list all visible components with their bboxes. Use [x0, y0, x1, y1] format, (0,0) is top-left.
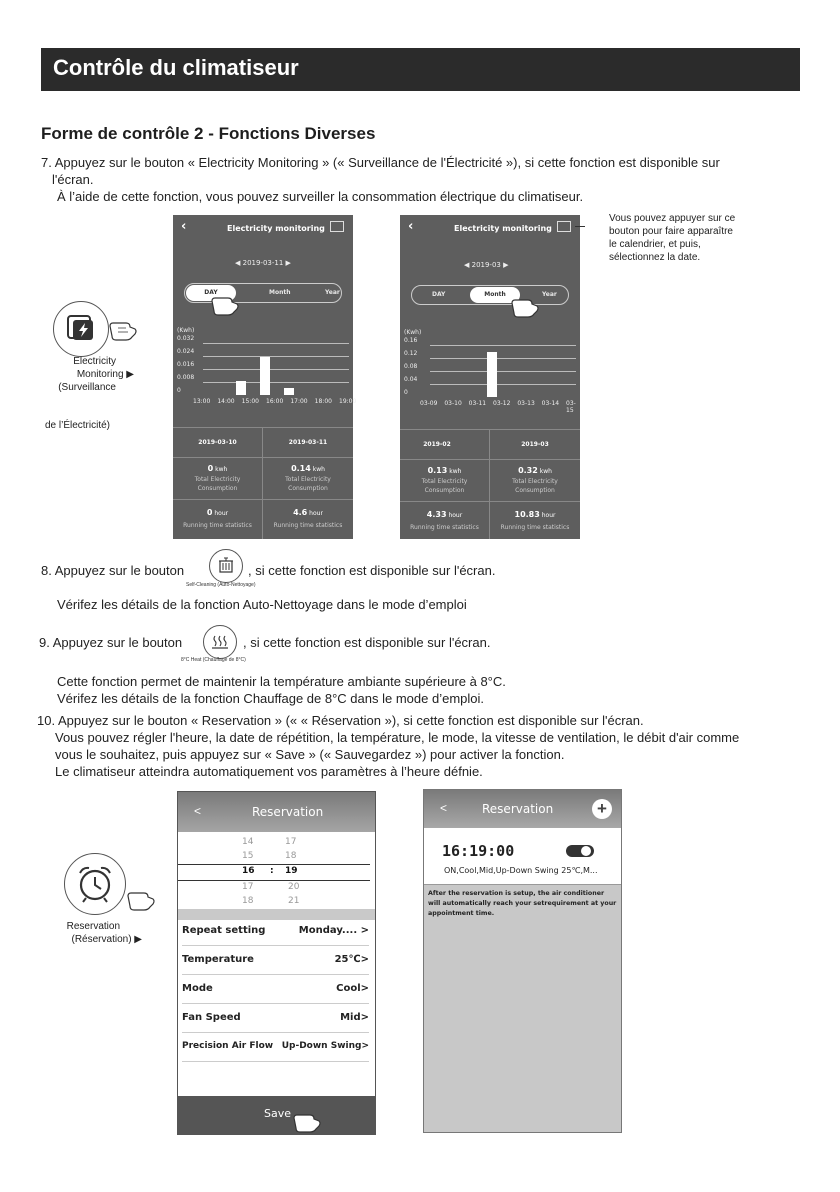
save-button[interactable]: [178, 1096, 375, 1134]
col1-energy: 0: [207, 464, 214, 473]
chart-bar: [487, 352, 497, 398]
col2-time: 10.83: [514, 510, 540, 519]
y-tick-label: 0.032: [177, 335, 195, 342]
energy-unit: kwh: [215, 466, 228, 473]
tab-day[interactable]: DAY: [186, 285, 236, 301]
add-reservation-button[interactable]: +: [592, 799, 612, 819]
screen-title: Electricity monitoring: [227, 224, 325, 233]
reservation-header: [424, 790, 621, 828]
col1-energy: 0.13: [427, 466, 448, 475]
row-label: Temperature: [182, 954, 254, 965]
item9-text-a: 9. Appuyez sur le bouton: [39, 635, 183, 650]
gridline: [430, 358, 576, 359]
col1-date: 2019-03-10: [198, 439, 237, 446]
tab-year[interactable]: Year: [325, 289, 340, 296]
row-value: Up-Down Swing>: [281, 1041, 369, 1051]
energy-label1: Total Electricity: [421, 478, 468, 485]
row-label: Repeat setting: [182, 925, 266, 936]
time-wheel[interactable]: [178, 832, 375, 912]
electricity-caption-1: Electricity: [73, 356, 116, 367]
row-value: Mid>: [340, 1012, 369, 1023]
y-axis-unit: (Kwh): [404, 329, 422, 336]
y-tick-label: 0: [177, 387, 181, 394]
x-tick-label: 17:00: [290, 398, 308, 405]
gridline: [203, 382, 349, 383]
callout-line: Vous pouvez appuyer sur ce: [609, 213, 736, 224]
gridline: [203, 356, 349, 357]
energy-label1: Total Electricity: [194, 476, 241, 483]
period-toggle[interactable]: [411, 285, 569, 305]
electricity-caption-4: de l’Électricité): [44, 420, 110, 431]
row-value: Monday.... >: [298, 925, 369, 936]
x-tick-label: 03-15: [566, 400, 576, 414]
reservation-title: Reservation: [252, 805, 324, 819]
item7-line2: l'écran.: [52, 172, 94, 187]
hand-pointer-icon: [510, 297, 540, 317]
x-tick-label: 03-09: [420, 400, 438, 407]
chart-bar: [260, 357, 270, 395]
y-tick-label: 0.008: [177, 374, 195, 381]
screen-title: Electricity monitoring: [454, 224, 552, 233]
y-tick-label: 0.12: [404, 350, 418, 357]
y-tick-label: 0.08: [404, 363, 418, 370]
back-icon[interactable]: ‹: [181, 219, 187, 234]
reservation-summary: ON,Cool,Mid,Up-Down Swing 25℃,M...: [444, 866, 598, 875]
x-tick-label: 16:00: [266, 398, 284, 405]
tab-day[interactable]: DAY: [432, 291, 446, 298]
energy-label2: Consumption: [197, 485, 238, 492]
reservation-note: [428, 889, 616, 919]
energy-label2: Consumption: [515, 487, 555, 494]
screen-header: [400, 215, 580, 243]
item9-detail2: Vérifez les détails de la fonction Chauffage de 8°C dans le mode d’emploi.: [57, 691, 484, 706]
section-title: Forme de contrôle 2 - Fonctions Diverses: [41, 124, 376, 143]
item9-text-b: , si cette fonction est disponible sur l'écran.: [243, 635, 491, 650]
x-tick-label: 03-12: [493, 400, 511, 407]
row-label: Fan Speed: [182, 1012, 241, 1023]
tab-year[interactable]: Year: [542, 291, 557, 298]
y-tick-label: 0.04: [404, 376, 418, 383]
note-line: appointment time.: [428, 910, 495, 917]
callout-line: le calendrier, et puis,: [609, 239, 701, 250]
item10-line3: vous le souhaitez, puis appuyez sur « Save » (« Sauvegardez ») pour activer la fonction.: [55, 747, 565, 762]
back-icon[interactable]: <: [194, 804, 202, 818]
fan-speed-row[interactable]: [182, 1003, 369, 1033]
hour-option[interactable]: 15: [242, 851, 254, 861]
energy-label2: Consumption: [288, 485, 328, 492]
callout-line: bouton pour faire apparaître: [609, 226, 733, 237]
time-unit: hour: [214, 510, 229, 517]
electricity-caption-2: Monitoring ▶: [76, 369, 134, 380]
page-title: Contrôle du climatiseur: [53, 55, 299, 80]
x-tick-label: 15:00: [241, 398, 259, 405]
x-tick-label: 03-11: [468, 400, 487, 407]
reservation-header: [178, 792, 375, 832]
gridline: [203, 343, 349, 344]
calendar-icon[interactable]: [330, 221, 344, 232]
reservation-caption-2: (Réservation) ▶: [71, 934, 142, 945]
mode-row[interactable]: [182, 974, 369, 1004]
electricity-monitoring-icon: [54, 302, 108, 356]
item10-line2: Vous pouvez régler l'heure, la date de répétition, la température, le mode, la vitesse de ventilation, le débit d'air comme: [55, 730, 740, 745]
self-cleaning-button[interactable]: [209, 549, 243, 583]
col1-time: 4.33: [426, 510, 447, 519]
y-axis-unit: (Kwh): [177, 327, 195, 334]
energy-label2: Consumption: [424, 487, 465, 494]
time-label: Running time statistics: [410, 524, 479, 531]
period-toggle[interactable]: [184, 283, 342, 303]
tab-month[interactable]: Month: [269, 289, 291, 296]
reservation-switch[interactable]: [566, 845, 594, 857]
page-banner: [41, 48, 800, 91]
time-label: Running time statistics: [500, 524, 570, 531]
chart-bar: [284, 388, 294, 395]
row-value: Cool>: [336, 983, 369, 994]
col2-energy: 0.32: [518, 466, 538, 475]
hand-pointer-icon: [292, 1112, 322, 1132]
date-value: 2019-03-11: [242, 259, 284, 267]
calendar-icon[interactable]: [557, 221, 571, 232]
tab-month[interactable]: Month: [470, 287, 520, 303]
row-label: Precision Air Flow: [182, 1041, 274, 1051]
chart-day: [173, 313, 357, 413]
date-selector[interactable]: ◀ 2019-03-11 ▶: [235, 259, 291, 267]
minute-option[interactable]: 18: [285, 851, 297, 861]
self-cleaning-icon: [210, 550, 242, 582]
y-tick-label: 0.016: [177, 361, 195, 368]
x-tick-label: 13:00: [193, 398, 211, 405]
reservation-button[interactable]: [64, 853, 126, 915]
note-line: After the reservation is setup, the air conditioner: [428, 890, 605, 897]
item8-detail: Vérifez les détails de la fonction Auto-Nettoyage dans le mode d’emploi: [57, 597, 467, 612]
heat-8c-button[interactable]: [203, 625, 237, 659]
time-unit: hour: [448, 512, 463, 519]
gridline: [430, 371, 576, 372]
reservation-caption-1: Reservation: [66, 921, 120, 932]
energy-label1: Total Electricity: [285, 476, 331, 483]
item7-line3: À l’aide de cette fonction, vous pouvez surveiller la consommation électrique du climatiseur.: [57, 189, 584, 204]
y-tick-label: 0: [404, 389, 408, 396]
energy-unit: kwh: [312, 466, 325, 473]
chart-month: [400, 315, 580, 415]
reservation-item[interactable]: [424, 828, 621, 885]
item8-text-b: , si cette fonction est disponible sur l'écran.: [248, 563, 496, 578]
x-tick-label: 03-10: [444, 400, 462, 407]
col1-time: 0: [206, 508, 213, 517]
hour-option[interactable]: 17: [242, 882, 254, 892]
col2-time: 4.6: [293, 508, 308, 517]
back-icon[interactable]: <: [440, 801, 448, 815]
minute-option[interactable]: 17: [285, 837, 297, 847]
electricity-monitoring-button[interactable]: [53, 301, 109, 357]
back-icon[interactable]: ‹: [408, 219, 414, 234]
gridline: [430, 345, 576, 346]
x-tick-label: 03-14: [541, 400, 560, 407]
row-label: Mode: [182, 983, 213, 994]
x-tick-label: 03-13: [517, 400, 535, 407]
air-flow-row[interactable]: [182, 1032, 369, 1062]
hour-option[interactable]: 14: [242, 837, 254, 847]
item10-line4: Le climatiseur atteindra automatiquement vos paramètres à l’heure défnie.: [55, 764, 483, 779]
time-label: Running time statistics: [183, 522, 252, 529]
self-cleaning-caption: Self-Cleaning (Auto-Nettoyage): [186, 582, 256, 588]
hand-pointer-icon: [108, 320, 138, 342]
gridline: [203, 369, 349, 370]
col2-energy: 0.14: [291, 464, 311, 473]
alarm-clock-icon: [65, 854, 125, 914]
col2-date: 2019-03: [521, 441, 549, 448]
col2-date: 2019-03-11: [288, 439, 328, 446]
electricity-screen-day: [173, 215, 357, 539]
col1-date: 2019-02: [423, 441, 451, 448]
calendar-callout: [609, 212, 735, 264]
energy-unit: kwh: [449, 468, 462, 475]
electricity-caption-3: (Surveillance: [58, 382, 116, 393]
time-label: Running time statistics: [273, 522, 343, 529]
minute-selected[interactable]: 19: [285, 866, 298, 876]
heat-8c-caption: 8°C Heat (Chauffage de 8°C): [181, 657, 246, 663]
energy-label1: Total Electricity: [512, 478, 558, 485]
repeat-setting-row[interactable]: [182, 916, 369, 946]
x-tick-label: 14:00: [217, 398, 235, 405]
chart-bar: [236, 381, 246, 395]
hand-pointer-icon: [210, 295, 240, 315]
hand-pointer-icon: [126, 890, 156, 912]
row-value: 25℃>: [334, 954, 369, 965]
date-selector[interactable]: ◀ 2019-03 ▶: [464, 261, 509, 269]
callout-pointer: [575, 226, 585, 227]
hour-option[interactable]: 18: [242, 896, 254, 906]
x-tick-label: 19:00: [339, 398, 357, 405]
x-tick-label: 18:00: [314, 398, 332, 405]
electricity-screen-month: [400, 215, 580, 539]
reservation-title: Reservation: [482, 802, 554, 816]
item10-line1: 10. Appuyez sur le bouton « Reservation » (« « Réservation »), si cette fonction est disponible sur l'écran.: [37, 713, 644, 728]
hour-selected[interactable]: 16: [242, 866, 255, 876]
y-tick-label: 0.16: [404, 337, 418, 344]
heat-8c-icon: [204, 626, 236, 658]
callout-line: sélectionnez la date.: [609, 252, 701, 263]
reservation-time: 16:19:00: [442, 842, 515, 860]
temperature-row[interactable]: [182, 945, 369, 975]
item8-text-a: 8. Appuyez sur le bouton: [41, 563, 185, 578]
y-tick-label: 0.024: [177, 348, 195, 355]
reservation-edit-screen: [177, 791, 376, 1135]
time-unit: hour: [309, 510, 323, 517]
screen-header: [173, 215, 353, 243]
item7-line1: 7. Appuyez sur le bouton « Electricity Monitoring » (« Surveillance de l'Électricité »), si cette fonction est disponible sur: [41, 155, 720, 170]
minute-option[interactable]: 21: [288, 896, 300, 906]
energy-unit: kwh: [539, 468, 552, 475]
item9-detail1: Cette fonction permet de maintenir la température ambiante supérieure à 8°C.: [57, 674, 506, 689]
time-separator: :: [270, 866, 274, 876]
save-label: Save: [264, 1107, 292, 1120]
minute-option[interactable]: 20: [288, 882, 300, 892]
gridline: [430, 384, 576, 385]
time-unit: hour: [541, 512, 556, 519]
note-line: will automatically reach your setrequirement at your: [428, 900, 617, 907]
date-value: 2019-03: [471, 261, 501, 269]
reservation-list-screen: [423, 789, 622, 1133]
